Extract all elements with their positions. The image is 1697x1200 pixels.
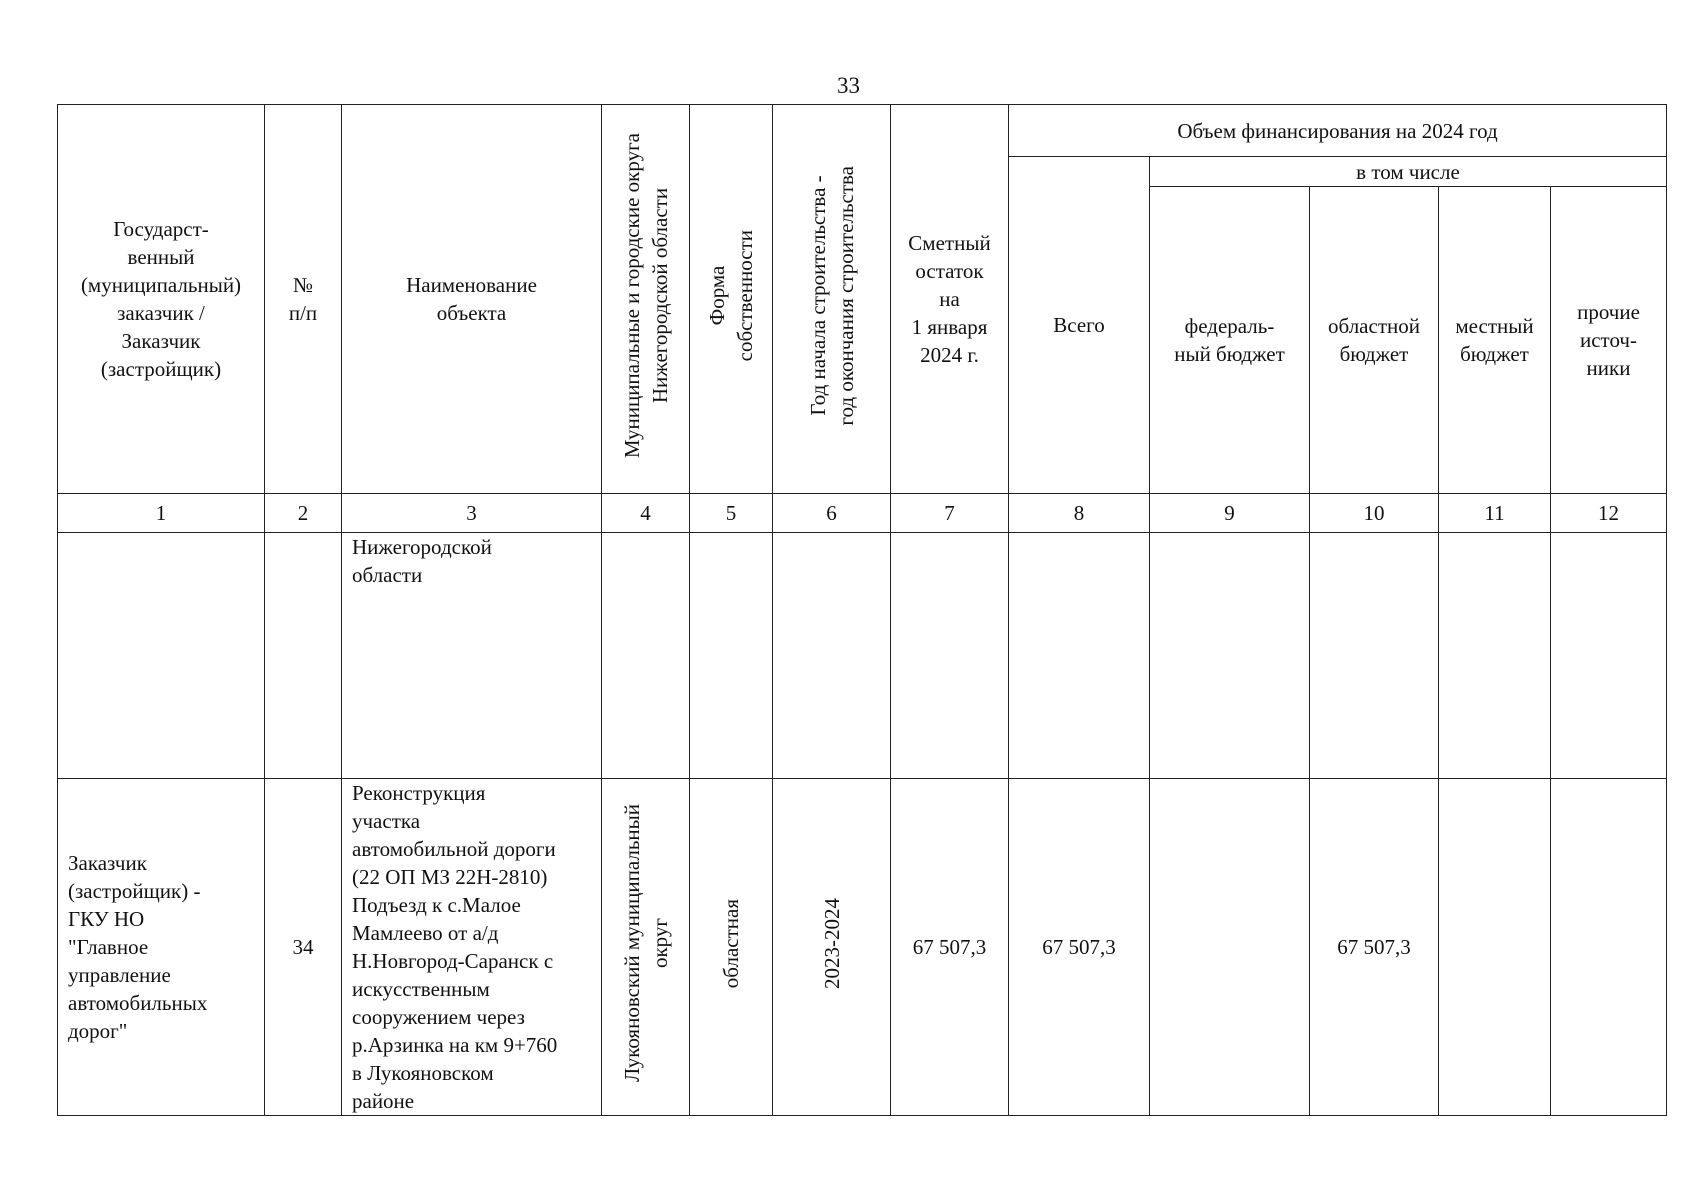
header-local-budget: местный бюджет <box>1439 187 1551 494</box>
cell-number: 34 <box>265 779 342 1116</box>
cell-total: 67 507,3 <box>1009 779 1150 1116</box>
header-construction-years: Год начала строительства - год окончания строительства <box>805 165 858 426</box>
column-number: 6 <box>773 494 891 533</box>
cell-federal-budget <box>1150 533 1310 779</box>
cell-construction-years: 2023-2024 <box>819 898 844 989</box>
header-construction-years-cell <box>773 105 891 494</box>
cell-estimated-balance <box>891 533 1009 779</box>
column-number: 2 <box>265 494 342 533</box>
page-number: 33 <box>837 73 860 98</box>
cell-construction-years <box>773 533 891 779</box>
header-municipal-district-cell <box>602 105 690 494</box>
cell-object-name: Нижегородской области <box>342 533 602 779</box>
header-regional-budget: областной бюджет <box>1310 187 1439 494</box>
table-row <box>58 533 1667 779</box>
cell-regional-budget: 67 507,3 <box>1310 779 1439 1116</box>
cell-regional-budget <box>1310 533 1439 779</box>
cell-municipal-district <box>602 533 690 779</box>
header-other-sources: прочие источ- ники <box>1551 187 1667 494</box>
cell-ownership-form: областная <box>719 898 743 989</box>
column-number: 11 <box>1439 494 1551 533</box>
cell-federal-budget <box>1150 779 1310 1116</box>
header-object-name: Наименование объекта <box>342 105 602 494</box>
cell-total <box>1009 533 1150 779</box>
table-row <box>58 779 1667 1116</box>
cell-municipal-district-cell <box>602 779 690 1116</box>
cell-other-sources <box>1551 779 1667 1116</box>
header-federal-budget: федераль- ный бюджет <box>1150 187 1310 494</box>
column-number: 8 <box>1009 494 1150 533</box>
header-row <box>58 105 1667 157</box>
cell-ownership-form <box>690 533 773 779</box>
cell-other-sources <box>1551 533 1667 779</box>
header-including: в том числе <box>1150 157 1667 187</box>
cell-object-name: Реконструкция участка автомобильной дороги (22 ОП МЗ 22Н-2810) Подъезд к с.Малое Мамлеево от а/д Н.Новгород-Саранск с искусственным сооружением через р.Арзинка на км 9+760 в Лукояновском районе <box>342 779 602 1116</box>
financing-table <box>57 104 1667 1116</box>
header-municipal-district: Муниципальные и городские округа Нижегородской области <box>619 132 672 459</box>
cell-municipal-district: Лукояновский муниципальный округ <box>619 804 672 1083</box>
column-number: 5 <box>690 494 773 533</box>
column-number: 1 <box>58 494 265 533</box>
column-number: 12 <box>1551 494 1667 533</box>
cell-customer: Заказчик (застройщик) - ГКУ НО "Главное управление автомобильных дорог" <box>58 779 265 1116</box>
header-customer: Государст- венный (муниципальный) заказчик / Заказчик (застройщик) <box>58 105 265 494</box>
column-number: 9 <box>1150 494 1310 533</box>
cell-ownership-form-cell <box>690 779 773 1116</box>
column-number-row <box>58 494 1667 533</box>
cell-estimated-balance: 67 507,3 <box>891 779 1009 1116</box>
column-number: 7 <box>891 494 1009 533</box>
cell-local-budget <box>1439 533 1551 779</box>
header-ownership-form: Форма собственности <box>705 229 757 362</box>
column-number: 4 <box>602 494 690 533</box>
cell-number <box>265 533 342 779</box>
column-number: 3 <box>342 494 602 533</box>
header-estimated-balance: Сметный остаток на 1 января 2024 г. <box>891 105 1009 494</box>
header-ownership-form-cell <box>690 105 773 494</box>
header-financing-volume: Объем финансирования на 2024 год <box>1009 105 1667 157</box>
column-number: 10 <box>1310 494 1439 533</box>
header-total: Всего <box>1009 157 1150 494</box>
cell-local-budget <box>1439 779 1551 1116</box>
cell-customer <box>58 533 265 779</box>
cell-construction-years-cell <box>773 779 891 1116</box>
header-number: № п/п <box>265 105 342 494</box>
